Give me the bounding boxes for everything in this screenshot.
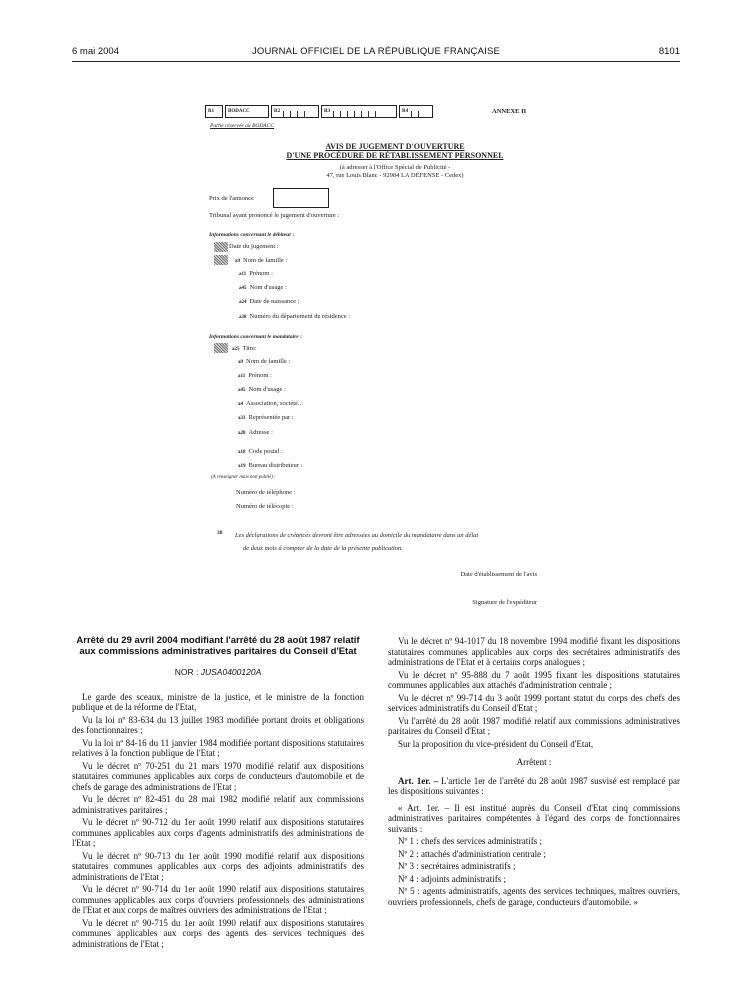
field-label: Nom d'usage : [248, 386, 286, 393]
field-code: a4 [238, 402, 243, 407]
field-label: Nom de famille : [243, 257, 288, 264]
field-label: Nom de famille : [246, 358, 291, 365]
field-date-naissance [239, 298, 300, 305]
article-1-text: L'article 1er de l'arrêté du 28 août 1987 susvisé est remplacé par les dispositions suivantes : [388, 775, 681, 796]
field-prenom [239, 270, 273, 277]
list-item: Nº 1 : chefs des services administratifs ; [398, 836, 543, 846]
field-code: a45 [239, 286, 247, 291]
field-titre [232, 345, 257, 352]
mandataire-section-title: Informations concernant le mandataire : [209, 334, 302, 340]
stamp-icon [214, 255, 228, 265]
article-1 [388, 776, 680, 797]
code-box-r4 [399, 105, 433, 118]
field-code: a45 [238, 388, 246, 393]
nor-reference [72, 667, 364, 678]
field-label: Prénom : [249, 270, 273, 277]
field-label: Numéro du département de résidence : [249, 313, 351, 320]
field-label: Date du jugement : [229, 243, 279, 250]
field-nom-famille [238, 358, 290, 365]
code-box-r2 [271, 105, 319, 118]
field-code: a11 [238, 374, 246, 379]
article-paragraph: Sur la proposition du vice-président du Conseil d'Etat, [398, 738, 594, 749]
field-code-postal [238, 448, 283, 455]
field-code: a24 [239, 300, 247, 305]
nor-label: NOR : [174, 667, 199, 677]
form-address [205, 164, 585, 180]
field-code: a28 [238, 431, 246, 436]
journal-title: JOURNAL OFFICIEL DE LA RÉPUBLIQUE FRANÇAISE [251, 46, 501, 57]
article-1-label: Art. 1er. – [398, 775, 439, 786]
tribunal-field: Tribunal ayant prononcé le jugement d'ouverture : [209, 212, 340, 219]
article-paragraph: Le garde des sceaux, ministre de la justice, et le ministre de la fonction publique et de la réforme de l'Etat, [72, 691, 364, 712]
facultatif-note: (A renseigner mais non publié) : [211, 475, 276, 480]
code-box-r1 [205, 105, 223, 118]
article-title: Arrêté du 29 avril 2004 modifiant l'arrêté du 28 août 1987 relatif aux commissions administratives paritaires du Conseil d'Etat [76, 635, 360, 657]
field-departement [239, 313, 350, 320]
list-item: Nº 5 : agents administratifs, agents des services techniques, maîtres ouvriers, ouvriers professionnels, chefs de garage, conducteurs d'automobile. » [388, 886, 680, 907]
field-bureau [238, 462, 302, 469]
article-paragraph: Vu le décret nº 82-451 du 28 mai 1982 modifié relatif aux commissions administratives paritaires ; [72, 794, 364, 815]
article-paragraph: Vu le décret nº 99-714 du 3 août 1999 portant statut du corps des chefs des services administratifs du Conseil d'Etat ; [388, 692, 680, 713]
article-left-column [72, 636, 364, 951]
article-paragraph: Vu la loi nº 84-16 du 11 janvier 1984 modifiée portant dispositions statutaires relatives à la fonction publique de l'Etat ; [72, 737, 364, 758]
code-box-bodacc [225, 105, 269, 118]
field-telecopie: Numéro de télécopie : [236, 503, 294, 510]
code-label: R3 [324, 109, 331, 114]
field-telephone: Numéro de téléphone : [236, 489, 296, 496]
field-label: Bureau distributeur : [248, 462, 303, 469]
stamp-icon [214, 242, 228, 252]
arretent-heading: Arrêtent : [516, 757, 552, 767]
header-date: 6 mai 2004 [72, 46, 120, 57]
field-label: Date de naissance : [249, 298, 300, 305]
annexe-label: ANNEXE II [492, 108, 527, 115]
list-item: Nº 4 : adjoints administratifs ; [398, 873, 507, 884]
field-code: a9 [238, 360, 243, 365]
prix-input-box[interactable] [273, 188, 329, 208]
field-label: Code postal : [248, 448, 283, 455]
reserved-note: Partie réservée au BODACC [210, 123, 274, 129]
article-paragraph: Vu le décret nº 70-251 du 21 mars 1970 modifié relatif aux dispositions statutaires communes applicables aux corps de conducteurs d'automobile et de chefs de garage des administrations de l'Etat ; [72, 760, 364, 792]
field-prenom [238, 372, 272, 379]
debiteur-section-title: Informations concernant le débiteur : [209, 232, 295, 238]
field-label: Adresse : [248, 429, 273, 436]
running-header [72, 46, 680, 60]
field-code: a19 [238, 464, 246, 469]
field-association [238, 400, 303, 407]
article-paragraph: Vu le décret nº 90-712 du 1er août 1990 relatif aux dispositions statutaires communes applicables aux corps d'agents administratifs des administrations de l'Etat ; [72, 817, 364, 848]
commission-list [388, 836, 680, 907]
article-right-column [388, 636, 680, 909]
article-1-quote: « Art. 1er. – Il est institué auprès du Conseil d'Etat cinq commissions administratives paritaires compétentes à l'égard des corps de fonctionnaires suivants : [388, 802, 680, 834]
field-nom-usage [238, 386, 286, 393]
field-label: Titre: [242, 345, 257, 352]
field-representee [238, 414, 294, 421]
field-adresse [238, 429, 273, 436]
prix-label: Prix de l'annonce [209, 195, 254, 202]
list-item: Nº 3 : secrétaires administratifs ; [398, 861, 516, 871]
form-address-line: 47, rue Louis Blanc - 92984 LA DÉFENSE - Cedex) [326, 172, 464, 179]
code-box-r3 [321, 105, 397, 118]
field-label: Association, société..: [246, 400, 304, 407]
page-number: 8101 [658, 46, 680, 57]
article-paragraph: Vu le décret nº 94-1017 du 18 novembre 1994 modifié fixant les dispositions statutaires communes applicables aux corps des secrétaires administratifs des administrations de l'Etat et à certains corps analogues ; [388, 636, 680, 667]
field-label: Nom d'usage : [249, 284, 287, 291]
field-date-jugement [229, 243, 279, 250]
article-paragraph: Vu le décret nº 90-715 du 1er août 1990 relatif aux dispositions statutaires communes applicables aux corps des agents des services techniques des administrations de l'Etat ; [72, 917, 364, 949]
article-paragraph: Vu le décret nº 95-888 du 7 août 1995 fixant les dispositions statutaires communes applicables aux attachés d'administration centrale ; [388, 669, 680, 690]
article-paragraph: Vu la loi nº 83-634 du 13 juillet 1983 modifiée portant droits et obligations des fonctionnaires ; [72, 714, 364, 735]
field-code: a25 [232, 347, 240, 352]
code-label: R1 [208, 109, 215, 114]
field-label: Représentée par : [248, 414, 294, 421]
field-code: a18 [238, 450, 246, 455]
declaration-line: Les déclarations de créances devront être adressées au domicile du mandataire dans un délai [235, 532, 479, 539]
declaration-code: 38 [217, 530, 223, 536]
article-paragraph: Vu le décret nº 90-713 du 1er août 1990 modifié relatif aux dispositions statutaires communes applicables aux corps des adjoints administratifs des administrations de l'Etat ; [72, 850, 364, 882]
field-nom-usage [239, 284, 287, 291]
form-title-line: D'UNE PROCÉDURE DE RÉTABLISSEMENT PERSONNEL [286, 151, 504, 160]
declaration-note [235, 529, 580, 555]
field-code: a38 [239, 315, 247, 320]
code-label: R4 [402, 109, 409, 114]
form-code-boxes [205, 105, 435, 119]
article-paragraph: Vu le décret nº 90-714 du 1er août 1990 relatif aux dispositions statutaires communes applicables aux corps d'ouvriers professionnels des administrations de l'Etat et aux corps de maîtres ouvriers des administrations de l'Etat ; [72, 884, 364, 915]
signature-field: Signature de l'expéditeur [472, 599, 537, 606]
nor-value: JUSA0400120A [200, 667, 262, 677]
field-label: Prénom : [248, 372, 272, 379]
field-code: a33 [238, 416, 246, 421]
declaration-line: de deux mois à compter de la date de la présente publication. [243, 545, 403, 552]
form-address-line: (à adresser à l'Office Spécial de Publicité - [339, 164, 451, 171]
article-paragraph: Vu l'arrêté du 28 août 1987 modifié relatif aux commissions administratives paritaires du Conseil d'Etat ; [388, 715, 680, 736]
annexe-form [205, 100, 585, 620]
form-title [205, 142, 585, 160]
date-etablissement: Date d'établissement de l'avis [460, 571, 537, 578]
field-code: a11 [239, 272, 247, 277]
code-label: R2 [274, 109, 281, 114]
field-code: a9 [235, 259, 240, 264]
form-title-line: AVIS DE JUGEMENT D'OUVERTURE [325, 142, 465, 151]
field-nom-famille [235, 257, 287, 264]
list-item: Nº 2 : attachés d'administration centrale ; [398, 848, 546, 859]
header-rule [72, 61, 680, 62]
stamp-icon [214, 343, 228, 353]
code-label: BODACC [228, 109, 250, 114]
